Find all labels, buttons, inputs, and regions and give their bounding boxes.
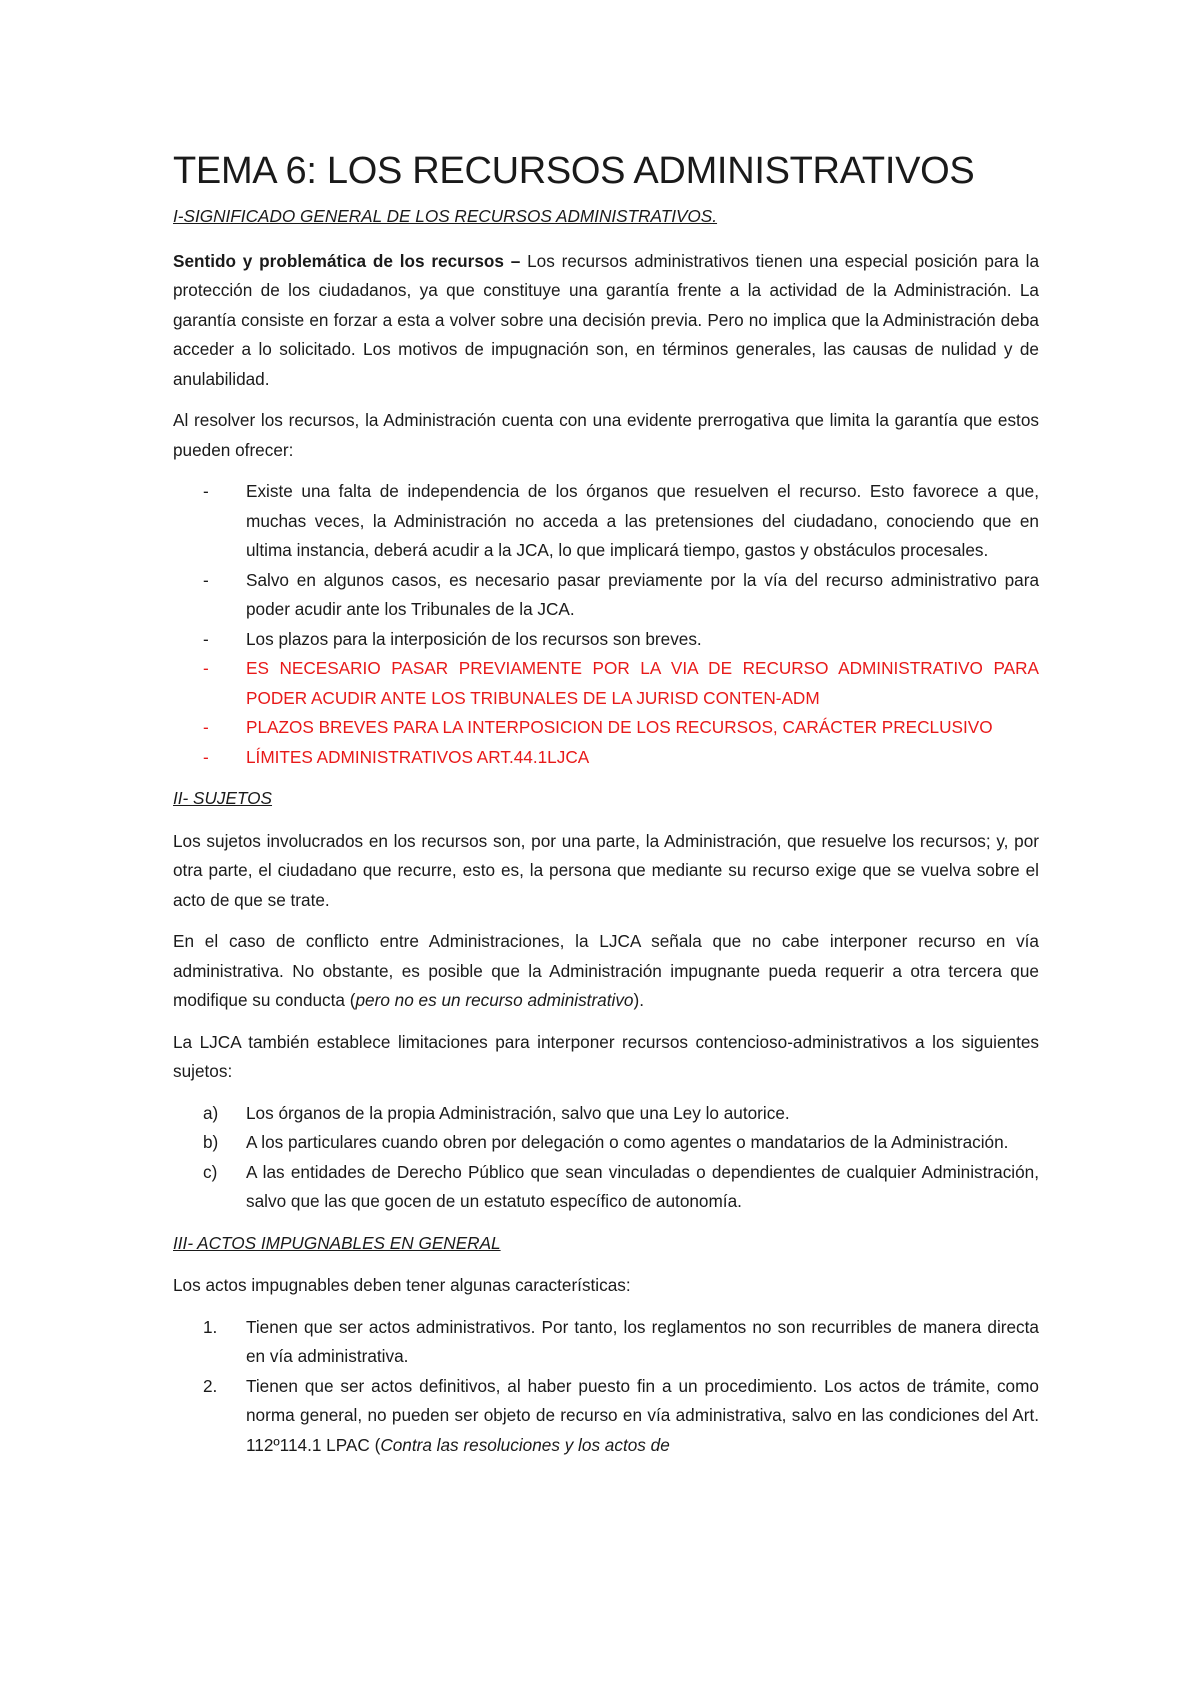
- list-item: [173, 1099, 1039, 1129]
- page-title: TEMA 6: LOS RECURSOS ADMINISTRATIVOS: [173, 150, 975, 192]
- list-item: [173, 477, 1039, 566]
- paragraph-sujetos: Los sujetos involucrados en los recursos son, por una parte, la Administración, que resuelve los recursos; y, por otra parte, el ciudadano que recurre, esto es, la persona que mediante su recurso exige que se vuelva sobre el acto de que se trate.: [173, 830, 1039, 910]
- paragraph-emphasis: pero no es un recurso administrativo: [355, 990, 634, 1010]
- paragraph-lead: Sentido y problemática de los recursos –: [173, 250, 521, 271]
- section-heading-actos: III- ACTOS IMPUGNABLES EN GENERAL: [173, 1232, 501, 1253]
- dash-list: [173, 477, 1039, 772]
- paragraph-prerrogativa: Al resolver los recursos, la Administración cuenta con una evidente prerrogativa que limita la garantía que estos pueden ofrecer:: [173, 410, 1039, 460]
- list-item-text: Salvo en algunos casos, es necesario pasar previamente por la vía del recurso administrativo para poder acudir ante los Tribunales de la JCA.: [246, 569, 1039, 619]
- paragraph-sentido: [173, 247, 1039, 395]
- dash-marker: -: [203, 746, 209, 767]
- section-heading-significado: I-SIGNIFICADO GENERAL DE LOS RECURSOS ADMINISTRATIVOS.: [173, 206, 718, 226]
- dash-marker: -: [203, 481, 209, 501]
- list-item-text: A los particulares cuando obren por delegación o como agentes o mandatarios de la Administración.: [246, 1132, 1009, 1152]
- list-marker: a): [203, 1102, 219, 1123]
- list-marker: 1.: [203, 1316, 218, 1337]
- paragraph-text: En el caso de conflicto entre Administraciones, la LJCA señala que no cabe interponer recurso en vía administrativa. No obstante, es posible que la Administración impugnante pueda requerir a otra tercera que modifique su conducta (: [173, 931, 1039, 1010]
- dash-marker: -: [203, 569, 209, 590]
- list-marker: 2.: [203, 1375, 218, 1396]
- list-item: [173, 1372, 1039, 1461]
- list-item-highlight: [173, 654, 1039, 713]
- list-item-text: Los plazos para la interposición de los recursos son breves.: [246, 628, 702, 649]
- list-item: [173, 625, 1039, 655]
- list-item-text: LÍMITES ADMINISTRATIVOS ART.44.1LJCA: [246, 746, 590, 767]
- list-item: [173, 1128, 1039, 1158]
- list-item: [173, 1313, 1039, 1372]
- list-marker: c): [203, 1161, 218, 1182]
- list-item-text: A las entidades de Derecho Público que sean vinculadas o dependientes de cualquier Administración, salvo que las que gocen de un estatuto específico de autonomía.: [246, 1161, 1039, 1211]
- list-item-highlight: [173, 743, 1039, 773]
- numbered-list: [173, 1313, 1039, 1461]
- list-item-text: PLAZOS BREVES PARA LA INTERPOSICION DE LOS RECURSOS, CARÁCTER PRECLUSIVO: [246, 717, 993, 737]
- dash-marker: -: [203, 658, 209, 678]
- list-marker: b): [203, 1132, 219, 1152]
- list-item-text: Tienen que ser actos administrativos. Por tanto, los reglamentos no son recurribles de manera directa en vía administrativa.: [246, 1316, 1039, 1366]
- list-item-text: Tienen que ser actos definitivos, al haber puesto fin a un procedimiento. Los actos de trámite, como norma general, no pueden ser objeto de recurso en vía administrativa, salvo en las condiciones del Art. 112º114.1 LPAC (: [246, 1375, 1039, 1455]
- paragraph-text: ).: [633, 990, 644, 1010]
- paragraph-conflicto: [173, 927, 1039, 1016]
- list-item-text: Existe una falta de independencia de los órganos que resuelven el recurso. Esto favorece a que, muchas veces, la Administración no acceda a las pretensiones del ciudadano, conociendo que en ultima instancia, deberá acudir a la JCA, lo que implicará tiempo, gastos y obstáculos procesales.: [246, 481, 1039, 560]
- section-heading-sujetos: II- SUJETOS: [173, 788, 273, 808]
- list-item: [173, 1158, 1039, 1217]
- paragraph-limitaciones: La LJCA también establece limitaciones para interponer recursos contencioso-administrativos a los siguientes sujetos:: [173, 1031, 1039, 1081]
- list-item-emphasis: Contra las resoluciones y los actos de: [380, 1434, 670, 1455]
- dash-marker: -: [203, 717, 209, 737]
- dash-marker: -: [203, 628, 209, 649]
- document-page: [173, 148, 1039, 1472]
- list-item: [173, 566, 1039, 625]
- list-item-text: ES NECESARIO PASAR PREVIAMENTE POR LA VIA DE RECURSO ADMINISTRATIVO PARA PODER ACUDIR ANTE LOS TRIBUNALES DE LA JURISD CONTEN-ADM: [246, 658, 1039, 708]
- paragraph-body: Los recursos administrativos tienen una especial posición para la protección de los ciudadanos, ya que constituye una garantía frente a la actividad de la Administración. La garantía consiste en forzar a esta a volver sobre una decisión previa. Pero no implica que la Administración deba acceder a lo solicitado. Los motivos de impugnación son, en términos generales, las causas de nulidad y de anulabilidad.: [173, 250, 1039, 389]
- list-item-text: Los órganos de la propia Administración, salvo que una Ley lo autorice.: [246, 1102, 790, 1123]
- lettered-list: [173, 1099, 1039, 1217]
- paragraph-actos: Los actos impugnables deben tener algunas características:: [173, 1275, 631, 1295]
- list-item-highlight: [173, 713, 1039, 743]
